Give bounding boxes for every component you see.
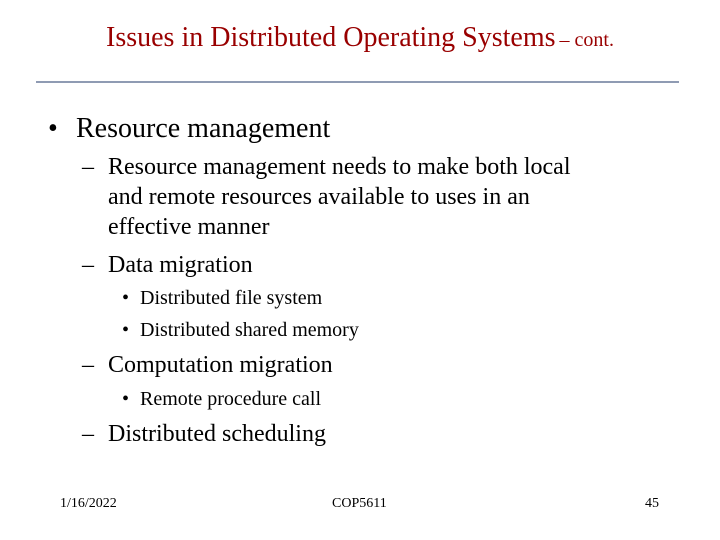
list-item bbox=[122, 388, 321, 411]
sub3-text: Computation migration bbox=[108, 352, 333, 378]
dash-icon: – bbox=[82, 352, 94, 378]
bullet-dot-icon: • bbox=[48, 113, 58, 144]
sub4-text: Distributed scheduling bbox=[108, 421, 326, 447]
bullet-dot-icon: • bbox=[122, 388, 130, 410]
dash-icon: – bbox=[82, 154, 94, 180]
bullet-dot-icon: • bbox=[122, 287, 130, 309]
title-divider bbox=[36, 81, 679, 83]
list-item bbox=[122, 287, 322, 310]
bullet-resource-management bbox=[48, 113, 330, 145]
slide-title bbox=[0, 22, 720, 54]
sub2-text: Data migration bbox=[108, 252, 253, 278]
sub1-line2: and remote resources available to uses in an bbox=[108, 184, 530, 210]
sub2-item-text: Distributed shared memory bbox=[140, 319, 359, 341]
sub1-line1: Resource management needs to make both local bbox=[108, 154, 571, 180]
list-item bbox=[122, 319, 359, 342]
sub3-item-text: Remote procedure call bbox=[140, 388, 322, 410]
footer-page-number: 45 bbox=[645, 496, 659, 511]
dash-icon: – bbox=[82, 252, 94, 278]
sub1-line3: effective manner bbox=[108, 214, 270, 240]
title-suffix: – cont. bbox=[559, 29, 614, 51]
bullet-main-text: Resource management bbox=[76, 113, 331, 144]
title-main: Issues in Distributed Operating Systems bbox=[106, 22, 556, 53]
footer-course: COP5611 bbox=[332, 496, 387, 511]
dash-icon: – bbox=[82, 421, 94, 447]
footer-date: 1/16/2022 bbox=[60, 496, 117, 511]
sub2-item-text: Distributed file system bbox=[140, 287, 323, 309]
bullet-dot-icon: • bbox=[122, 319, 130, 341]
